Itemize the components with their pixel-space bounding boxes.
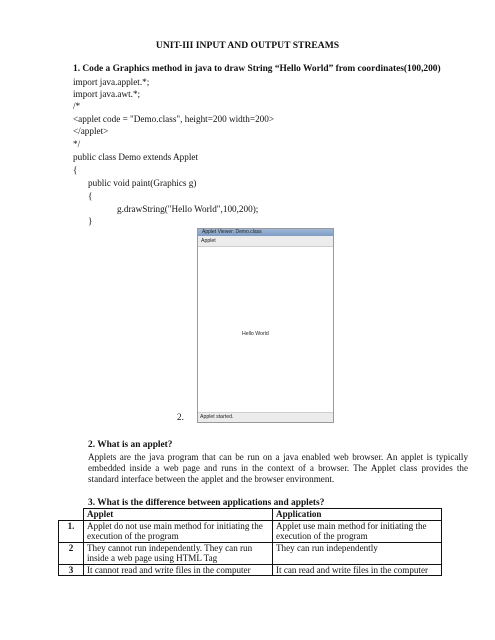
- row-number: 2: [59, 542, 84, 564]
- application-cell: They can run independently: [273, 542, 442, 564]
- applet-menu[interactable]: Applet: [198, 236, 333, 247]
- status-bar: Applet started.: [198, 412, 333, 422]
- code-line: import java.awt.*;: [73, 89, 141, 99]
- code-line: {: [73, 165, 78, 175]
- code-line: g.drawString("Hello World",100,200);: [117, 204, 259, 214]
- code-line: */: [73, 139, 81, 149]
- code-line: public class Demo extends Applet: [73, 152, 199, 162]
- code-line: /*: [73, 101, 81, 111]
- applet-cell: Applet do not use main method for initiating the execution of the program: [84, 520, 273, 542]
- comparison-table: [58, 508, 442, 576]
- row-number: 3: [59, 564, 84, 576]
- question-2-heading: 2. What is an applet?: [88, 440, 173, 450]
- table-header-application: Application: [273, 509, 442, 521]
- table-header-applet: Applet: [84, 509, 273, 521]
- figure-number: 2.: [177, 412, 184, 422]
- code-line: import java.applet.*;: [73, 77, 150, 87]
- applet-viewer-window: [197, 228, 334, 423]
- applet-definition-paragraph: Applets are the java program that can be run on a java enabled web browser. An applet is typically embedded inside a web page and runs in the context of a browser. The Applet class provides the standard interface between the applet and the browser environment.: [88, 452, 468, 484]
- code-line: <applet code = "Demo.class", height=200 width=200>: [73, 114, 275, 124]
- applet-cell: They cannot run independently. They can run inside a web page using HTML Tag: [84, 542, 273, 564]
- code-line: {: [88, 191, 93, 201]
- application-cell: Applet use main method for initiating the execution of the program: [273, 520, 442, 542]
- applet-cell: It cannot read and write files in the computer: [84, 564, 273, 576]
- table-row: [59, 542, 442, 564]
- page-title: UNIT-III INPUT AND OUTPUT STREAMS: [155, 40, 340, 51]
- code-line: public void paint(Graphics g): [88, 178, 197, 188]
- question-3-heading: 3. What is the difference between applications and applets?: [88, 498, 325, 508]
- table-cell: [59, 509, 84, 521]
- application-cell: It can read and write files in the computer: [273, 564, 442, 576]
- code-line: </applet>: [73, 126, 109, 136]
- window-title-bar[interactable]: Applet Viewer: Demo.class: [198, 229, 333, 236]
- code-line: }: [88, 216, 93, 226]
- table-header-row: [59, 509, 442, 521]
- question-1-heading: 1. Code a Graphics method in java to draw String “Hello World” from coordinates(100,200): [73, 64, 441, 74]
- row-number: 1.: [59, 520, 84, 542]
- hello-world-output: Hello World: [242, 331, 269, 337]
- table-row: [59, 520, 442, 542]
- table-row: [59, 564, 442, 576]
